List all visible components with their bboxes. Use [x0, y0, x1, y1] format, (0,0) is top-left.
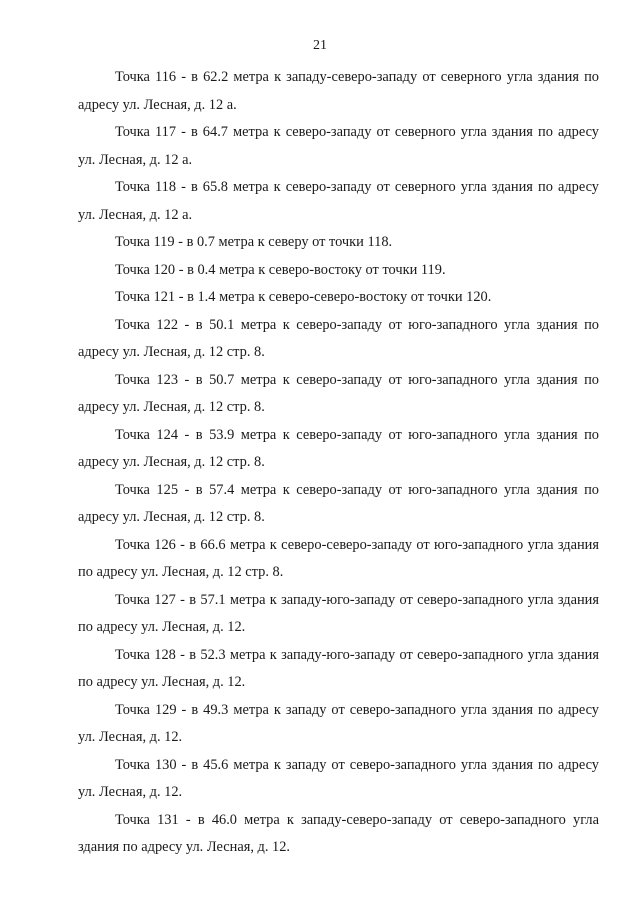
paragraph-point-122: Точка 122 - в 50.1 метра к северо-западу от юго-западного угла здания по адресу ул. Лесная, д. 12 стр. 8.	[78, 316, 599, 360]
page-number: 21	[313, 38, 327, 53]
paragraph-point-118: Точка 118 - в 65.8 метра к северо-западу от северного угла здания по адресу ул. Лесная, д. 12 а.	[78, 179, 599, 223]
paragraph-point-124: Точка 124 - в 53.9 метра к северо-западу от юго-западного угла здания по адресу ул. Лесная, д. 12 стр. 8.	[78, 426, 599, 470]
paragraph-point-131: Точка 131 - в 46.0 метра к западу-северо-западу от северо-западного угла здания по адресу ул. Лесная, д. 12.	[78, 811, 599, 855]
paragraph-point-120: Точка 120 - в 0.4 метра к северо-востоку от точки 119.	[115, 261, 446, 278]
paragraph-point-126: Точка 126 - в 66.6 метра к северо-северо-западу от юго-западного угла здания по адресу ул. Лесная, д. 12 стр. 8.	[78, 536, 599, 580]
paragraph-point-127: Точка 127 - в 57.1 метра к западу-юго-западу от северо-западного угла здания по адресу ул. Лесная, д. 12.	[78, 591, 599, 635]
paragraph-point-119: Точка 119 - в 0.7 метра к северу от точки 118.	[115, 234, 393, 250]
paragraph-point-123: Точка 123 - в 50.7 метра к северо-западу от юго-западного угла здания по адресу ул. Лесная, д. 12 стр. 8.	[78, 371, 599, 415]
paragraph-point-116: Точка 116 - в 62.2 метра к западу-северо-западу от северного угла здания по адресу ул. Лесная, д. 12 а.	[78, 69, 599, 113]
paragraph-point-128: Точка 128 - в 52.3 метра к западу-юго-западу от северо-западного угла здания по адресу ул. Лесная, д. 12.	[78, 646, 599, 690]
paragraph-point-121: Точка 121 - в 1.4 метра к северо-северо-востоку от точки 120.	[115, 289, 492, 305]
paragraph-point-125: Точка 125 - в 57.4 метра к северо-западу от юго-западного угла здания по адресу ул. Лесная, д. 12 стр. 8.	[78, 481, 599, 525]
paragraph-point-117: Точка 117 - в 64.7 метра к северо-западу от северного угла здания по адресу ул. Лесная, д. 12 а.	[78, 124, 599, 168]
paragraph-point-130: Точка 130 - в 45.6 метра к западу от северо-западного угла здания по адресу ул. Лесная, д. 12.	[78, 756, 599, 800]
document-body	[78, 64, 599, 862]
paragraph-point-129: Точка 129 - в 49.3 метра к западу от северо-западного угла здания по адресу ул. Лесная, д. 12.	[78, 701, 599, 745]
